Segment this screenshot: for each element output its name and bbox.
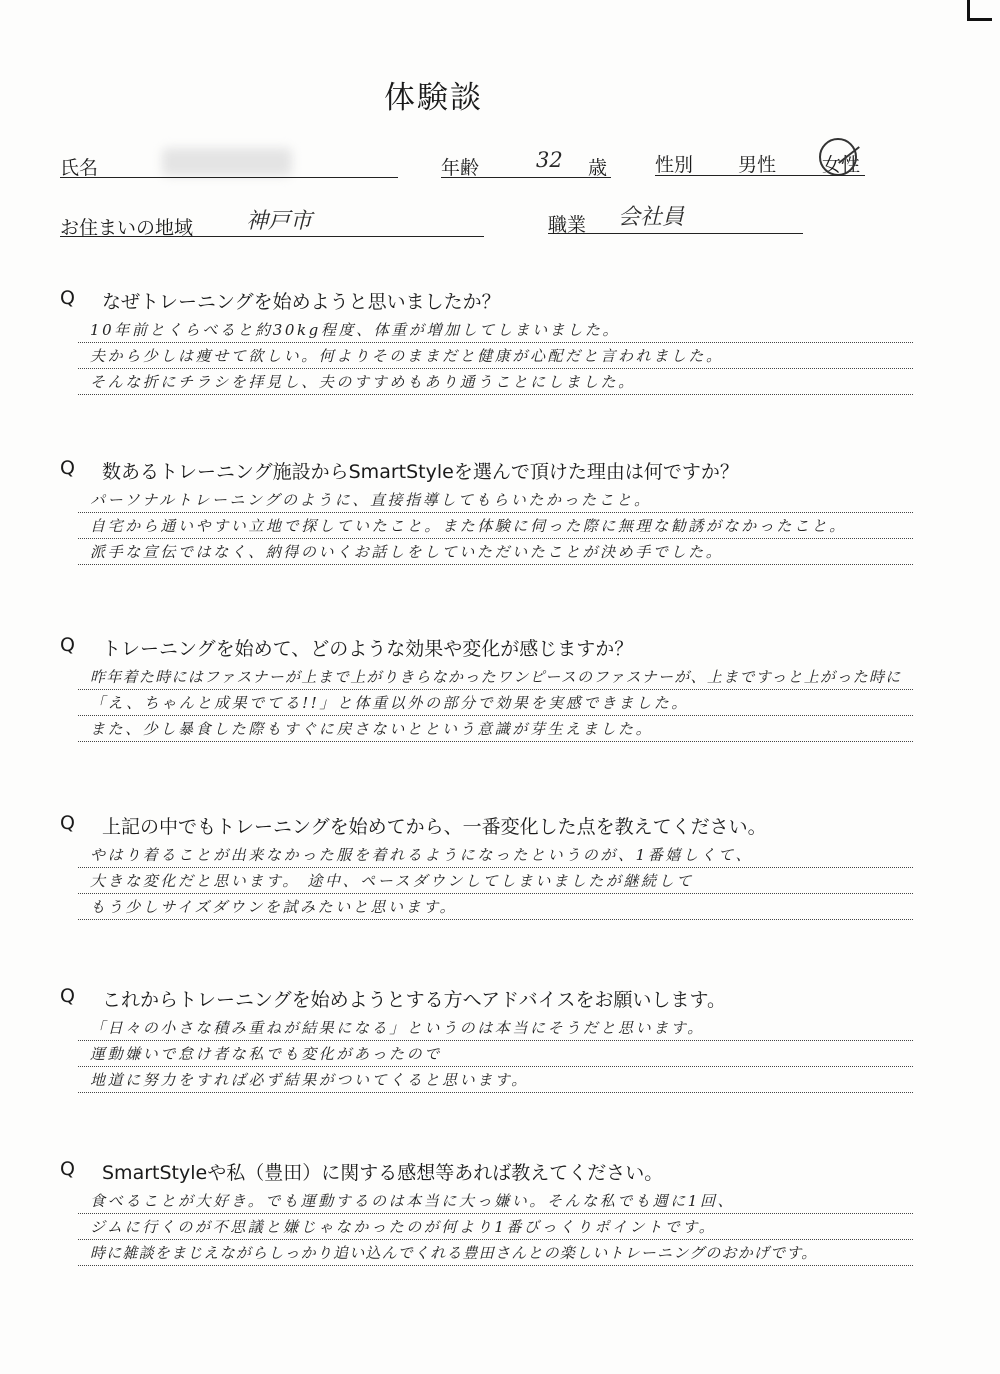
question-mark: Q — [60, 287, 75, 309]
question-block-4 — [60, 812, 920, 920]
gender-underline — [655, 175, 865, 176]
answer-text: 運動嫌いで怠け者な私でも変化があったので — [90, 1045, 442, 1063]
job-underline — [548, 233, 803, 234]
answer-line — [78, 716, 913, 742]
age-label: 年齢 — [441, 157, 480, 179]
answer-line — [78, 343, 913, 369]
question-block-1 — [60, 287, 920, 395]
question-heading — [60, 457, 920, 487]
answer-text: パーソナルトレーニングのように、直接指導してもらいたかったこと。 — [90, 491, 652, 509]
answer-text: やはり着ることが出来なかった服を着れるようになったというのが、1番嬉しくて、 — [90, 846, 754, 864]
question-block-6 — [60, 1158, 920, 1266]
answer-text: 地道に努力をすれば必ず結果がついてくると思います。 — [90, 1071, 529, 1089]
answer-line — [78, 513, 913, 539]
answer-line — [78, 1015, 913, 1041]
age-underline — [441, 177, 611, 178]
question-heading — [60, 1158, 920, 1188]
age-unit: 歳 — [588, 157, 608, 179]
question-text: これからトレーニングを始めようとする方へアドバイスをお願いします。 — [102, 989, 726, 1011]
age-value: 32 — [536, 148, 563, 172]
redacted-name — [162, 148, 292, 176]
question-heading — [60, 985, 920, 1015]
name-underline — [60, 177, 398, 178]
gender-selection-circle — [819, 138, 857, 176]
answer-line — [78, 690, 913, 716]
name-label: 氏名 — [60, 157, 99, 179]
question-block-5 — [60, 985, 920, 1093]
question-text: SmartStyleや私（豊田）に関する感想等あれば教えてください。 — [102, 1162, 664, 1184]
region-label: お住まいの地域 — [60, 217, 194, 239]
answer-text: 時に雑談をまじえながらしっかり追い込んでくれる豊田さんとの楽しいトレーニングのおかげです。 — [90, 1244, 818, 1262]
corner-crop-mark — [967, 0, 992, 21]
answer-text: 昨年着た時にはファスナーが上まで上がりきらなかったワンピースのファスナーが、上まですっと上がった時に — [90, 668, 902, 686]
answer-text: 夫から少しは痩せて欲しい。何よりそのままだと健康が心配だと言われました。 — [90, 347, 724, 365]
answer-text: 10年前とくらべると約30kg程度、体重が増加してしまいました。 — [90, 321, 621, 339]
region-value: 神戸市 — [246, 209, 313, 234]
question-text: 上記の中でもトレーニングを始めてから、一番変化した点を教えてください。 — [102, 816, 767, 838]
answer-line — [78, 868, 913, 894]
answer-text: 食べることが大好き。でも運動するのは本当に大っ嫌い。そんな私でも週に1回、 — [90, 1192, 736, 1210]
answer-text: 派手な宣伝ではなく、納得のいくお話しをしていただいたことが決め手でした。 — [90, 543, 724, 561]
gender-female-option: 女性 — [822, 154, 861, 176]
question-text: 数あるトレーニング施設からSmartStyleを選んで頂けた理由は何ですか？ — [102, 461, 739, 483]
answer-text: もう少しサイズダウンを試みたいと思います。 — [90, 898, 458, 916]
answer-text: 大きな変化だと思います。 途中、ペースダウンしてしまいましたが継続して — [90, 872, 694, 890]
question-block-2 — [60, 457, 920, 565]
question-mark: Q — [60, 985, 75, 1007]
region-underline — [60, 236, 484, 237]
question-mark: Q — [60, 457, 75, 479]
question-heading — [60, 287, 920, 317]
question-mark: Q — [60, 1158, 75, 1180]
question-heading — [60, 634, 920, 664]
answer-line — [78, 1188, 913, 1214]
question-block-3 — [60, 634, 920, 742]
gender-male-option: 男性 — [738, 154, 777, 176]
question-text: トレーニングを始めて、どのような効果や変化が感じますか？ — [102, 638, 634, 660]
answer-line — [78, 842, 913, 868]
answer-text: 「日々の小さな積み重ねが結果になる」というのは本当にそうだと思います。 — [90, 1019, 705, 1037]
answer-text: 「え、ちゃんと成果でてる!!」と体重以外の部分で効果を実感できました。 — [90, 694, 689, 712]
answer-line — [78, 317, 913, 343]
answer-line — [78, 1067, 913, 1093]
answer-line — [78, 894, 913, 920]
question-mark: Q — [60, 812, 75, 834]
question-heading — [60, 812, 920, 842]
answer-text: また、少し暴食した際もすぐに戻さないとという意識が芽生えました。 — [90, 720, 654, 738]
answer-line — [78, 487, 913, 513]
answer-text: ジムに行くのが不思議と嫌じゃなかったのが何より1番びっくりポイントです。 — [90, 1218, 717, 1236]
answer-line — [78, 1041, 913, 1067]
answer-line — [78, 664, 913, 690]
page-title: 体験談 — [384, 80, 483, 116]
question-mark: Q — [60, 634, 75, 656]
answer-line — [78, 1214, 913, 1240]
answer-line — [78, 1240, 913, 1266]
answer-line — [78, 369, 913, 395]
question-text: なぜトレーニングを始めようと思いましたか？ — [102, 291, 501, 313]
job-value: 会社員 — [618, 205, 685, 230]
job-label: 職業 — [548, 214, 587, 236]
gender-label: 性別 — [655, 154, 694, 176]
answer-text: 自宅から通いやすい立地で探していたこと。また体験に伺った際に無理な勧誘がなかったこと。 — [90, 517, 847, 535]
answer-line — [78, 539, 913, 565]
answer-text: そんな折にチラシを拝見し、夫のすすめもあり通うことにしました。 — [90, 373, 636, 391]
